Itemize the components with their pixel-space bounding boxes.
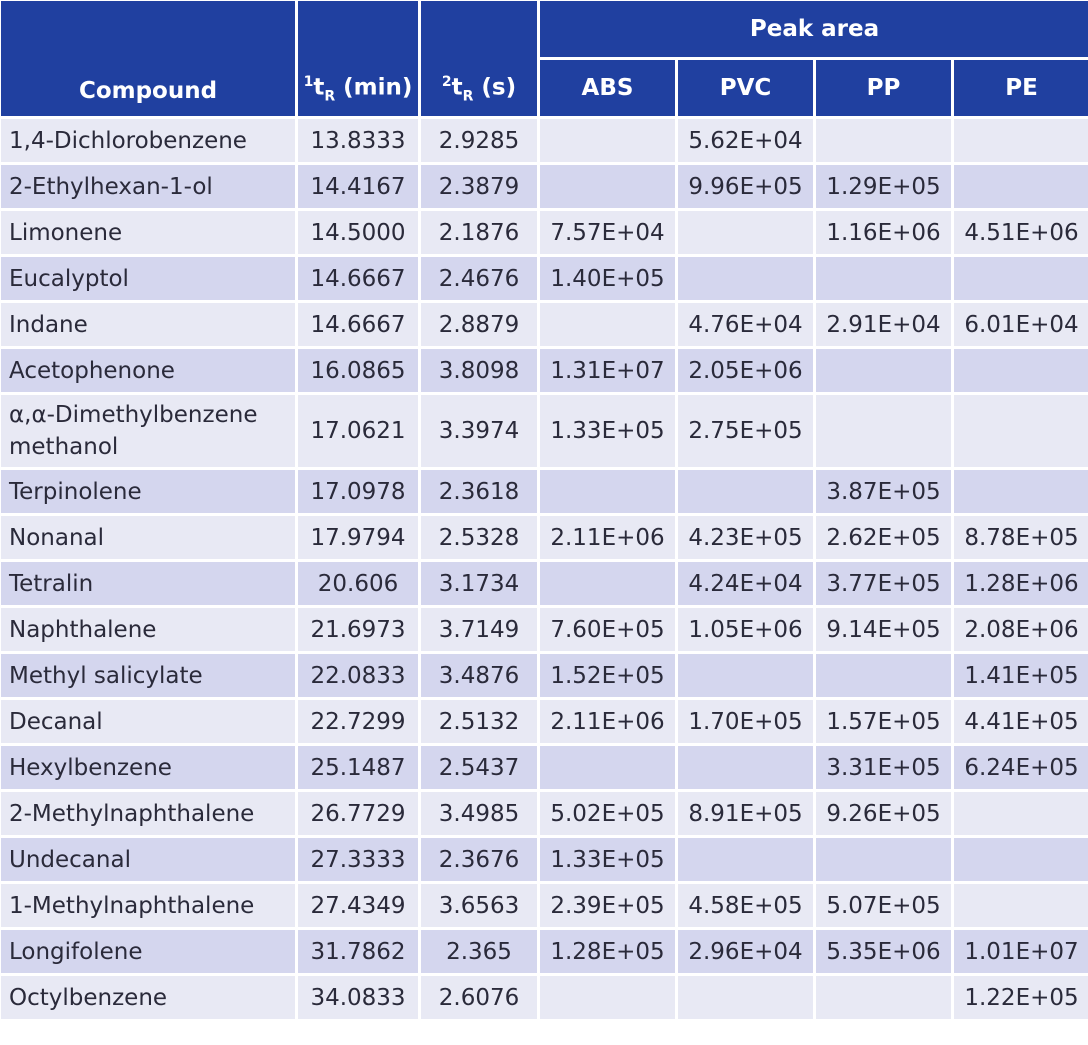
cell-compound: 1-Methylnaphthalene <box>1 884 295 927</box>
table-row <box>1 976 1088 1019</box>
cell-pe <box>954 470 1088 513</box>
cell-pp <box>816 838 951 881</box>
header-t2-sub: R <box>462 88 474 104</box>
table-row <box>1 562 1088 605</box>
header-t1-sub: R <box>324 88 336 104</box>
cell-t2: 2.3879 <box>421 165 537 208</box>
cell-pp <box>816 976 951 1019</box>
cell-abs <box>540 303 675 346</box>
cell-pvc: 4.23E+05 <box>678 516 813 559</box>
cell-t1: 31.7862 <box>298 930 418 973</box>
header-pvc: PVC <box>678 60 813 116</box>
cell-t2: 2.5132 <box>421 700 537 743</box>
cell-pe: 4.51E+06 <box>954 211 1088 254</box>
table-row <box>1 792 1088 835</box>
header-compound: Compound <box>1 1 295 116</box>
cell-pe: 6.01E+04 <box>954 303 1088 346</box>
cell-t2: 2.6076 <box>421 976 537 1019</box>
cell-pe <box>954 257 1088 300</box>
cell-compound: 2-Ethylhexan-1-ol <box>1 165 295 208</box>
cell-compound: Longifolene <box>1 930 295 973</box>
table-row <box>1 608 1088 651</box>
table-row <box>1 211 1088 254</box>
cell-pvc <box>678 746 813 789</box>
header-first-retention-time <box>298 1 418 116</box>
header-abs: ABS <box>540 60 675 116</box>
cell-t2: 3.1734 <box>421 562 537 605</box>
cell-pvc: 2.05E+06 <box>678 349 813 392</box>
cell-pe <box>954 119 1088 162</box>
cell-pvc <box>678 654 813 697</box>
cell-pp <box>816 119 951 162</box>
cell-abs: 1.33E+05 <box>540 838 675 881</box>
cell-t1: 21.6973 <box>298 608 418 651</box>
cell-pp: 2.91E+04 <box>816 303 951 346</box>
table-row <box>1 700 1088 743</box>
cell-t2: 2.8879 <box>421 303 537 346</box>
cell-compound: Octylbenzene <box>1 976 295 1019</box>
cell-t1: 27.3333 <box>298 838 418 881</box>
cell-pvc: 4.58E+05 <box>678 884 813 927</box>
cell-pe: 6.24E+05 <box>954 746 1088 789</box>
cell-pp: 5.35E+06 <box>816 930 951 973</box>
cell-t2: 2.365 <box>421 930 537 973</box>
cell-abs <box>540 470 675 513</box>
cell-pp: 3.31E+05 <box>816 746 951 789</box>
table-row <box>1 884 1088 927</box>
cell-t1: 27.4349 <box>298 884 418 927</box>
table-row <box>1 349 1088 392</box>
cell-abs: 7.57E+04 <box>540 211 675 254</box>
cell-pvc: 9.96E+05 <box>678 165 813 208</box>
cell-pp: 2.62E+05 <box>816 516 951 559</box>
cell-abs: 1.33E+05 <box>540 395 675 467</box>
cell-compound: Undecanal <box>1 838 295 881</box>
cell-abs <box>540 119 675 162</box>
table-row <box>1 838 1088 881</box>
cell-pvc: 5.62E+04 <box>678 119 813 162</box>
cell-pvc: 2.96E+04 <box>678 930 813 973</box>
cell-t1: 17.9794 <box>298 516 418 559</box>
cell-pe: 1.28E+06 <box>954 562 1088 605</box>
cell-abs: 2.39E+05 <box>540 884 675 927</box>
cell-pe <box>954 165 1088 208</box>
cell-pp: 5.07E+05 <box>816 884 951 927</box>
table-row <box>1 654 1088 697</box>
cell-t1: 14.6667 <box>298 303 418 346</box>
cell-pe <box>954 838 1088 881</box>
cell-compound: Methyl salicylate <box>1 654 295 697</box>
cell-pvc <box>678 470 813 513</box>
table-row <box>1 930 1088 973</box>
cell-pe: 1.41E+05 <box>954 654 1088 697</box>
cell-abs: 5.02E+05 <box>540 792 675 835</box>
cell-abs: 1.28E+05 <box>540 930 675 973</box>
cell-pp: 1.29E+05 <box>816 165 951 208</box>
cell-compound: Naphthalene <box>1 608 295 651</box>
cell-pvc <box>678 838 813 881</box>
cell-pe: 1.01E+07 <box>954 930 1088 973</box>
header-second-retention-time <box>421 1 537 116</box>
cell-t2: 3.6563 <box>421 884 537 927</box>
cell-t2: 3.7149 <box>421 608 537 651</box>
cell-t2: 3.8098 <box>421 349 537 392</box>
header-t2-prefix: 2 <box>441 73 452 90</box>
cell-compound: 2-Methylnaphthalene <box>1 792 295 835</box>
cell-abs: 1.52E+05 <box>540 654 675 697</box>
cell-pvc <box>678 257 813 300</box>
cell-compound: Tetralin <box>1 562 295 605</box>
cell-pvc <box>678 976 813 1019</box>
cell-t2: 2.5437 <box>421 746 537 789</box>
cell-t2: 2.3618 <box>421 470 537 513</box>
cell-pvc: 1.05E+06 <box>678 608 813 651</box>
header-t1-prefix: 1 <box>303 73 314 90</box>
cell-pp: 3.87E+05 <box>816 470 951 513</box>
cell-compound: 1,4-Dichlorobenzene <box>1 119 295 162</box>
cell-abs: 1.40E+05 <box>540 257 675 300</box>
cell-pvc: 8.91E+05 <box>678 792 813 835</box>
cell-pvc: 2.75E+05 <box>678 395 813 467</box>
cell-pp: 1.57E+05 <box>816 700 951 743</box>
cell-t2: 3.4876 <box>421 654 537 697</box>
header-t2-unit: (s) <box>473 74 517 101</box>
header-t1-main: t <box>313 74 325 101</box>
cell-t2: 2.3676 <box>421 838 537 881</box>
cell-pvc: 4.24E+04 <box>678 562 813 605</box>
cell-pe: 8.78E+05 <box>954 516 1088 559</box>
table-row <box>1 257 1088 300</box>
cell-t1: 16.0865 <box>298 349 418 392</box>
cell-compound: Terpinolene <box>1 470 295 513</box>
cell-abs <box>540 976 675 1019</box>
cell-t1: 22.7299 <box>298 700 418 743</box>
cell-t2: 2.5328 <box>421 516 537 559</box>
cell-t2: 3.4985 <box>421 792 537 835</box>
cell-compound: Decanal <box>1 700 295 743</box>
cell-compound: Limonene <box>1 211 295 254</box>
cell-t1: 17.0978 <box>298 470 418 513</box>
cell-pe: 1.22E+05 <box>954 976 1088 1019</box>
cell-t1: 14.5000 <box>298 211 418 254</box>
cell-compound: Eucalyptol <box>1 257 295 300</box>
cell-abs: 2.11E+06 <box>540 700 675 743</box>
cell-pp: 3.77E+05 <box>816 562 951 605</box>
cell-compound: Nonanal <box>1 516 295 559</box>
cell-t1: 34.0833 <box>298 976 418 1019</box>
cell-compound: Hexylbenzene <box>1 746 295 789</box>
cell-pp: 9.26E+05 <box>816 792 951 835</box>
header-t1-unit: (min) <box>335 74 413 101</box>
cell-abs: 7.60E+05 <box>540 608 675 651</box>
cell-pe <box>954 349 1088 392</box>
cell-t2: 2.9285 <box>421 119 537 162</box>
cell-t2: 2.4676 <box>421 257 537 300</box>
cell-pp: 1.16E+06 <box>816 211 951 254</box>
cell-abs <box>540 746 675 789</box>
cell-pp <box>816 349 951 392</box>
table-row <box>1 746 1088 789</box>
cell-pp <box>816 395 951 467</box>
header-pp: PP <box>816 60 951 116</box>
cell-pp <box>816 654 951 697</box>
table-row <box>1 516 1088 559</box>
cell-pvc: 4.76E+04 <box>678 303 813 346</box>
cell-compound: α,α-Dimethylbenzene methanol <box>1 395 295 467</box>
cell-t1: 13.8333 <box>298 119 418 162</box>
table-row <box>1 165 1088 208</box>
table-row <box>1 119 1088 162</box>
cell-t1: 22.0833 <box>298 654 418 697</box>
cell-abs: 1.31E+07 <box>540 349 675 392</box>
cell-abs <box>540 562 675 605</box>
cell-t2: 2.1876 <box>421 211 537 254</box>
table-row <box>1 303 1088 346</box>
cell-abs <box>540 165 675 208</box>
cell-compound: Indane <box>1 303 295 346</box>
cell-t1: 14.4167 <box>298 165 418 208</box>
table-row <box>1 395 1088 467</box>
cell-pe: 2.08E+06 <box>954 608 1088 651</box>
cell-abs: 2.11E+06 <box>540 516 675 559</box>
header-peak-area: Peak area <box>540 1 1088 57</box>
header-pe: PE <box>954 60 1088 116</box>
cell-t1: 26.7729 <box>298 792 418 835</box>
cell-pp <box>816 257 951 300</box>
cell-pe <box>954 792 1088 835</box>
header-t2-main: t <box>451 74 463 101</box>
cell-t1: 20.606 <box>298 562 418 605</box>
cell-pp: 9.14E+05 <box>816 608 951 651</box>
cell-pvc: 1.70E+05 <box>678 700 813 743</box>
cell-t2: 3.3974 <box>421 395 537 467</box>
cell-pe <box>954 884 1088 927</box>
cell-t1: 14.6667 <box>298 257 418 300</box>
cell-compound: Acetophenone <box>1 349 295 392</box>
cell-pe <box>954 395 1088 467</box>
cell-pvc <box>678 211 813 254</box>
cell-t1: 17.0621 <box>298 395 418 467</box>
cell-t1: 25.1487 <box>298 746 418 789</box>
table-row <box>1 470 1088 513</box>
cell-pe: 4.41E+05 <box>954 700 1088 743</box>
